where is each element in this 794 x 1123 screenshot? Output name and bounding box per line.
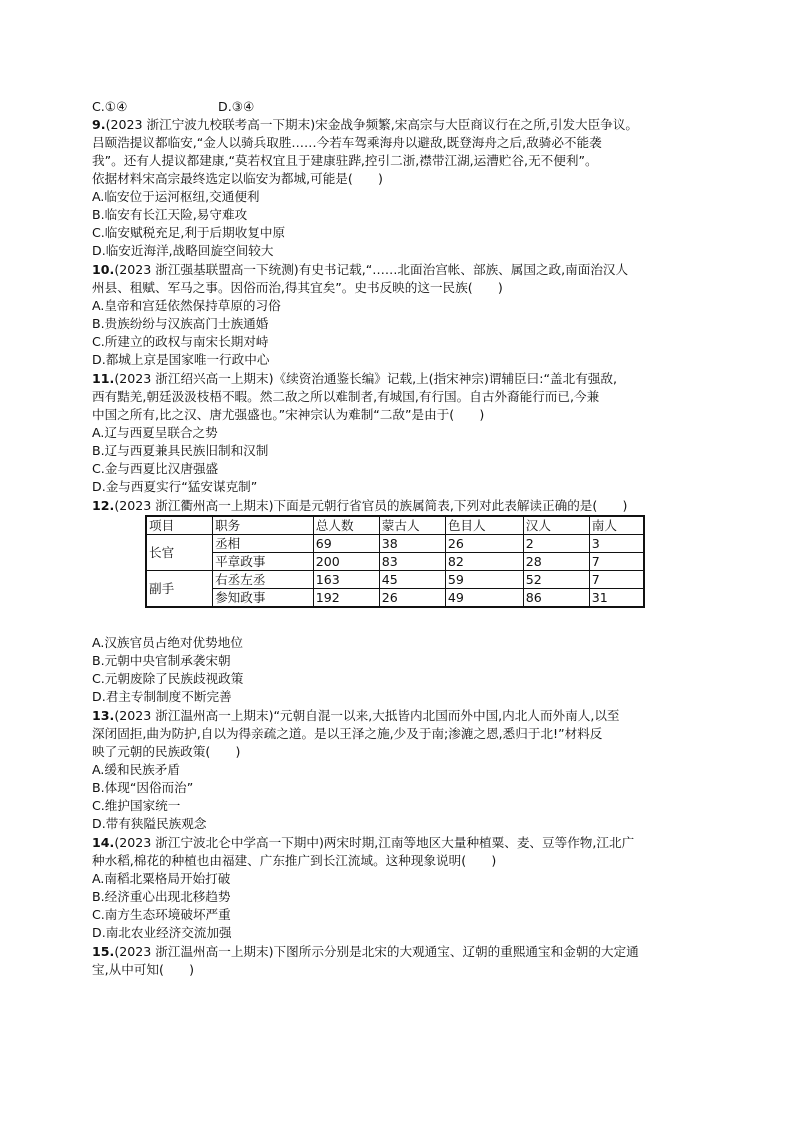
q11-line-3: 中国之所有,比之汉、唐尤强盛也。”宋神宗认为难制“二敌”是由于( ): [92, 407, 485, 422]
q10-line-2: 州县、租赋、军马之事。因俗而治,得其宜矣”。史书反映的这一民族( ): [92, 280, 503, 295]
q14-option-b: B.经济重心出现北移趋势: [92, 889, 231, 904]
table-cell: 192: [313, 589, 379, 608]
table-cell: 参知政事: [213, 589, 314, 608]
table-cell: 49: [445, 589, 523, 608]
officials-table: [145, 515, 645, 608]
q11-option-d: D.金与西夏实行“猛安谋克制”: [92, 479, 258, 494]
table-row: [146, 553, 644, 571]
q9-line-1: 9.(2023 浙江宁波九校联考高一下期末)宋金战争频繁,宋高宗与大臣商议行在之所,引发大臣争议。: [92, 117, 639, 132]
table-cell: 69: [313, 535, 379, 553]
q13-option-c: C.维护国家统一: [92, 798, 181, 813]
q14-line-2: 种水稻,棉花的种植也由福建、广东推广到长江流域。这种现象说明( ): [92, 853, 497, 868]
table-cell: 28: [523, 553, 589, 571]
q14-number: 14.: [92, 835, 115, 850]
q12-line-1: 12.(2023 浙江衢州高一上期末)下面是元朝行省官员的族属简表,下列对此表解读正确的是( ): [92, 498, 628, 513]
q11-line-1: 11.(2023 浙江绍兴高一上期末)《续资治通鉴长编》记载,上(指宋神宗)谓辅臣曰:“盖北有强敌,: [92, 371, 617, 386]
table-header-cell: 项目: [146, 516, 213, 535]
q9-line-2: 吕颐浩提议都临安,“金人以骑兵取胜……今若车驾乘海舟以避敌,既登海舟之后,敌骑必不能袭: [92, 135, 602, 150]
table-cell: 83: [379, 553, 445, 571]
q13-line-1: 13.(2023 浙江温州高一上期末)“元朝自混一以来,大抵皆内北国而外中国,内北人而外南人,以至: [92, 708, 620, 723]
q10-option-a: A.皇帝和宫廷依然保持草原的习俗: [92, 298, 281, 313]
q13-line-2: 深闭固拒,曲为防护,自以为得亲疏之道。是以王泽之施,少及于南;渗漉之恩,悉归于北!”材料反: [92, 726, 603, 741]
q13-option-b: B.体现“因俗而治”: [92, 780, 194, 795]
q15-line-2: 宝,从中可知( ): [92, 962, 194, 977]
q9-line-4: 依据材料宋高宗最终选定以临安为都城,可能是( ): [92, 171, 383, 186]
q9-line-3: 我”。还有人提议都建康,“莫若权宜且于建康驻跸,控引二浙,襟带江湖,运漕贮谷,无不便利”。: [92, 153, 598, 168]
table-row: [146, 535, 644, 553]
q12-number: 12.: [92, 498, 115, 513]
table-cell: 200: [313, 553, 379, 571]
table-header-row: [146, 516, 644, 535]
q14-line-1: 14.(2023 浙江宁波北仑中学高一下期中)两宋时期,江南等地区大量种植粟、麦、豆等作物,江北广: [92, 835, 635, 850]
table-cell: 82: [445, 553, 523, 571]
table-cell: 2: [523, 535, 589, 553]
q10-option-c: C.所建立的政权与南宋长期对峙: [92, 334, 269, 349]
table-header-cell: 色目人: [445, 516, 523, 535]
table-header-cell: 蒙古人: [379, 516, 445, 535]
q8-option-c: C.①④: [92, 99, 128, 114]
q9-option-a: A.临安位于运河枢纽,交通便利: [92, 189, 260, 204]
q11-option-c: C.金与西夏比汉唐强盛: [92, 461, 219, 476]
q9-option-c: C.临安赋税充足,利于后期收复中原: [92, 225, 286, 240]
q15-number: 15.: [92, 944, 115, 959]
table-cell: 45: [379, 571, 445, 589]
q14-option-c: C.南方生态环境破坏严重: [92, 907, 231, 922]
q11-line-2: 西有黠羌,朝廷汲汲枝梧不暇。然二敌之所以难制者,有城国,有行国。自古外裔能行而已,今兼: [92, 389, 600, 404]
table-cell: 38: [379, 535, 445, 553]
q10-option-b: B.贵族纷纷与汉族高门士族通婚: [92, 316, 269, 331]
q9-option-d: D.临安近海洋,战略回旋空间较大: [92, 243, 274, 258]
q14-option-d: D.南北农业经济交流加强: [92, 925, 232, 940]
q11-option-a: A.辽与西夏呈联合之势: [92, 425, 218, 440]
table-header-cell: 汉人: [523, 516, 589, 535]
table-cell: 丞相: [213, 535, 314, 553]
q12-option-c: C.元朝废除了民族歧视政策: [92, 671, 244, 686]
table-header-cell: 职务: [213, 516, 314, 535]
q13-option-d: D.带有狭隘民族观念: [92, 816, 207, 831]
table-cell: 59: [445, 571, 523, 589]
q10-number: 10.: [92, 262, 115, 277]
q10-line-1: 10.(2023 浙江强基联盟高一下统测)有史书记载,“……北面治宫帐、部族、属国之政,南面治汉人: [92, 262, 629, 277]
table-row: [146, 571, 644, 589]
table-row: [146, 589, 644, 608]
q14-option-a: A.南稻北粟格局开始打破: [92, 871, 231, 886]
table-cell: 7: [589, 571, 644, 589]
q9-number: 9.: [92, 117, 106, 132]
q12-option-d: D.君主专制制度不断完善: [92, 689, 232, 704]
table-cell: 52: [523, 571, 589, 589]
table-cell: 26: [445, 535, 523, 553]
q15-line-1: 15.(2023 浙江温州高一上期末)下图所示分别是北宋的大观通宝、辽朝的重熙通宝和金朝的大定通: [92, 944, 639, 959]
table-cell: 86: [523, 589, 589, 608]
table-cell: 26: [379, 589, 445, 608]
table-header-cell: 南人: [589, 516, 644, 535]
table-group-label: 长官: [146, 535, 213, 571]
table-cell: 平章政事: [213, 553, 314, 571]
q13-number: 13.: [92, 708, 115, 723]
table-cell: 右丞左丞: [213, 571, 314, 589]
q13-line-3: 映了元朝的民族政策( ): [92, 744, 241, 759]
table-cell: 7: [589, 553, 644, 571]
table-cell: 163: [313, 571, 379, 589]
q11-option-b: B.辽与西夏兼具民族旧制和汉制: [92, 443, 269, 458]
q11-number: 11.: [92, 371, 115, 386]
table-header-cell: 总人数: [313, 516, 379, 535]
q13-option-a: A.缓和民族矛盾: [92, 762, 180, 777]
table-cell: 3: [589, 535, 644, 553]
q12-option-a: A.汉族官员占绝对优势地位: [92, 635, 243, 650]
table-cell: 31: [589, 589, 644, 608]
q9-option-b: B.临安有长江天险,易守难攻: [92, 207, 248, 222]
table-group-label: 副手: [146, 571, 213, 608]
q10-option-d: D.都城上京是国家唯一行政中心: [92, 352, 270, 367]
q8-option-d: D.③④: [218, 99, 255, 114]
q12-option-b: B.元朝中央官制承袭宋朝: [92, 653, 231, 668]
